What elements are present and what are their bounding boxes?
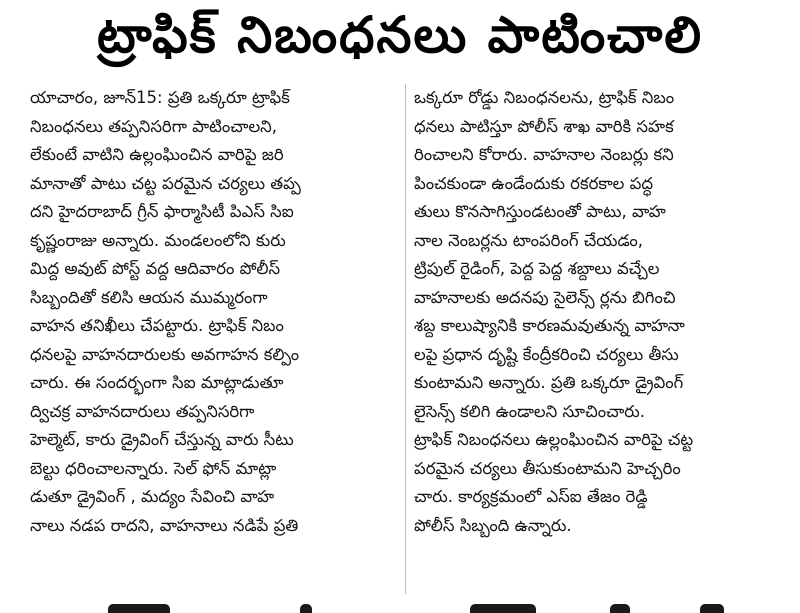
text-line: లేకుంటే వాటిని ఉల్లంఘించిన వారిపై జరి (30, 145, 284, 164)
text-line: ట్రిపుల్ రైడింగ్, పెద్ద పెద్ద శబ్దాలు వచ్చేల (414, 259, 660, 278)
text-line: తులు కొనసాగిస్తుండటంతో పాటు, వాహ (414, 202, 666, 221)
text-line: హెల్మెట్, కారు డ్రైవింగ్ చేస్తున్న వారు సీటు (30, 430, 294, 449)
text-line: ద్విచక్ర వాహనదారులు తప్పనిసరిగా (30, 401, 255, 421)
text-line: చారు. ఈ సందర్భంగా సిఐ మాట్లాడుతూ (30, 373, 284, 392)
text-line: వాహనాలకు అదనపు సైలెన్స్ ర్లను బిగించి (414, 287, 676, 307)
text-line: లైసెన్స్ కలిగి ఉండాలని సూచించారు. (414, 401, 646, 421)
text-line: రించాలని కోరారు. వాహనాల నెంబర్లు కని (414, 145, 674, 164)
text-line: నిబంధనలు తప్పనిసరిగా పాటించాలని, (30, 116, 277, 136)
text-line: యాచారం, జూన్15: ప్రతి ఒక్కరూ ట్రాఫిక్ (30, 88, 290, 107)
text-line: నాలు నడప రాదని, వాహనాలు నడిపే ప్రతి (30, 515, 299, 535)
text-line: ట్రాఫిక్ నిబంధనలు ఉల్లంఘించిన వారిపై చట్ట (414, 430, 694, 449)
text-line: సిబ్బందితో కలిసి ఆయన ముమ్మరంగా (30, 287, 268, 307)
text-line: డుతూ డ్రైవింగ్ , మద్యం సేవించి వాహ (30, 487, 275, 506)
article-column-right (414, 84, 790, 540)
article-column-left (30, 84, 398, 540)
text-line: మానాతో పాటు చట్ట పరమైన చర్యలు తప్ప (30, 173, 301, 193)
text-line: శబ్ద కాలుష్యానికి కారణమవుతున్న వాహనా (414, 316, 685, 335)
text-line: బెల్టు ధరించాలన్నారు. సెల్ ఫోన్ మాట్లా (30, 458, 277, 478)
text-line: నాల నెంబర్లను టాంపరింగ్ చేయడం, (414, 230, 644, 250)
text-line: పోలీస్ సిబ్బంది ఉన్నారు. (414, 515, 572, 535)
text-line: ఒక్కరూ రోడ్డు నిబంధనలను, ట్రాఫిక్ నిబం (414, 88, 675, 107)
next-headline-edge (0, 598, 800, 613)
text-line: పరమైన చర్యలు తీసుకుంటామని హెచ్చరిం (414, 458, 681, 478)
column-divider (405, 84, 406, 594)
text-line: దని హైదరాబాద్ గ్రీన్ ఫార్మాసిటీ పిఎస్ సిఐ (30, 202, 294, 221)
text-line: చారు. కార్యక్రమంలో ఎస్ఐ తేజం రెడ్డి (414, 487, 648, 506)
text-line: ధనలపై వాహనదారులకు అవగాహన కల్పిం (30, 344, 300, 364)
text-line: కృష్ణంరాజు అన్నారు. మండలంలోని కురు (30, 230, 286, 250)
article-headline: ట్రాఫిక్ నిబంధనలు పాటించాలి (97, 5, 703, 64)
text-line: ధనలు పాటిస్తూ పోలీస్ శాఖ వారికి సహక (414, 116, 674, 136)
text-line: పించకుండా ఉండేందుకు రకరకాల పద్ధ (414, 173, 653, 193)
text-line: వాహన తనిఖీలు చేపట్టారు. ట్రాఫిక్ నిబం (30, 316, 284, 335)
text-line: మిద్ద అవుట్ పోస్ట్ వద్ద ఆదివారం పోలీస్ (30, 259, 281, 278)
text-line: లపై ప్రధాన దృష్టి కేంద్రీకరించి చర్యలు తీసు (414, 344, 679, 364)
text-line: కుంటామని అన్నారు. ప్రతి ఒక్కరూ డ్రైవింగ్ (414, 373, 684, 392)
